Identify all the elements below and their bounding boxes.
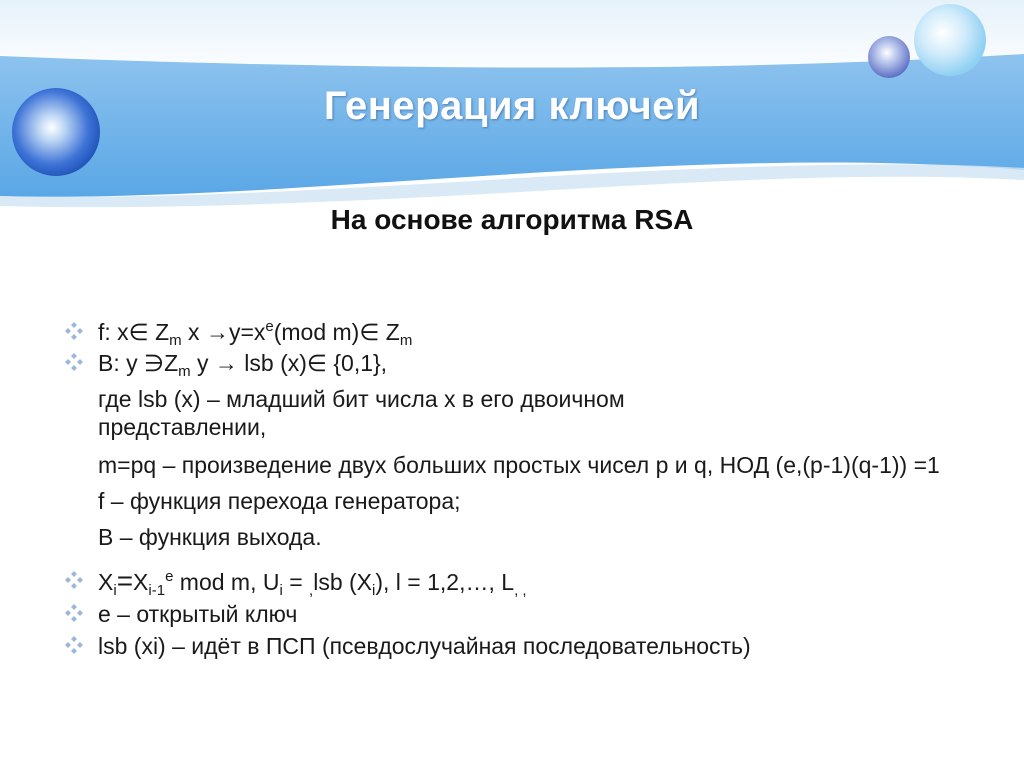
- f-description: f – функция перехода генератора;: [98, 488, 461, 514]
- diamond-bullet-icon: [64, 352, 84, 372]
- bullet-item-formula: $X_i=X_{i-1}^e$ mod m, $U_i = _,lsb$ $(X_i)$, l = 1,2,…, $L_{, ,}$: [64, 567, 964, 596]
- bullet-item-f: f: x∈ $Z_m$ $x \to y=x^e(mod$ m)∈ $Z_m$: [64, 318, 964, 346]
- bullet-item-b: B: y $∋Z_m$ y → lsb (x)∈ {0,1},: [64, 349, 964, 377]
- lsb-description: где lsb (x) – младший бит числа x в его двоичном представлении,: [98, 386, 625, 440]
- b-description: B – функция выхода.: [98, 524, 322, 550]
- m-description: m=pq – произведение двух больших простых чисел p и q, НОД (e,(p-1)(q-1)) =1: [98, 452, 940, 478]
- diamond-bullet-icon: [64, 635, 84, 655]
- slide-content: [64, 318, 964, 660]
- bullet-item-psp: lsb (xi) – идёт в ПСП (псевдослучайная последовательность): [64, 632, 964, 660]
- diamond-bullet-icon: [64, 570, 84, 590]
- bullet-item-e: e – открытый ключ: [64, 600, 964, 628]
- diamond-bullet-icon: [64, 603, 84, 623]
- slide-title: Генерация ключей: [323, 84, 701, 128]
- diamond-bullet-icon: [64, 321, 84, 341]
- slide-subtitle: На основе алгоритма RSA: [330, 204, 694, 235]
